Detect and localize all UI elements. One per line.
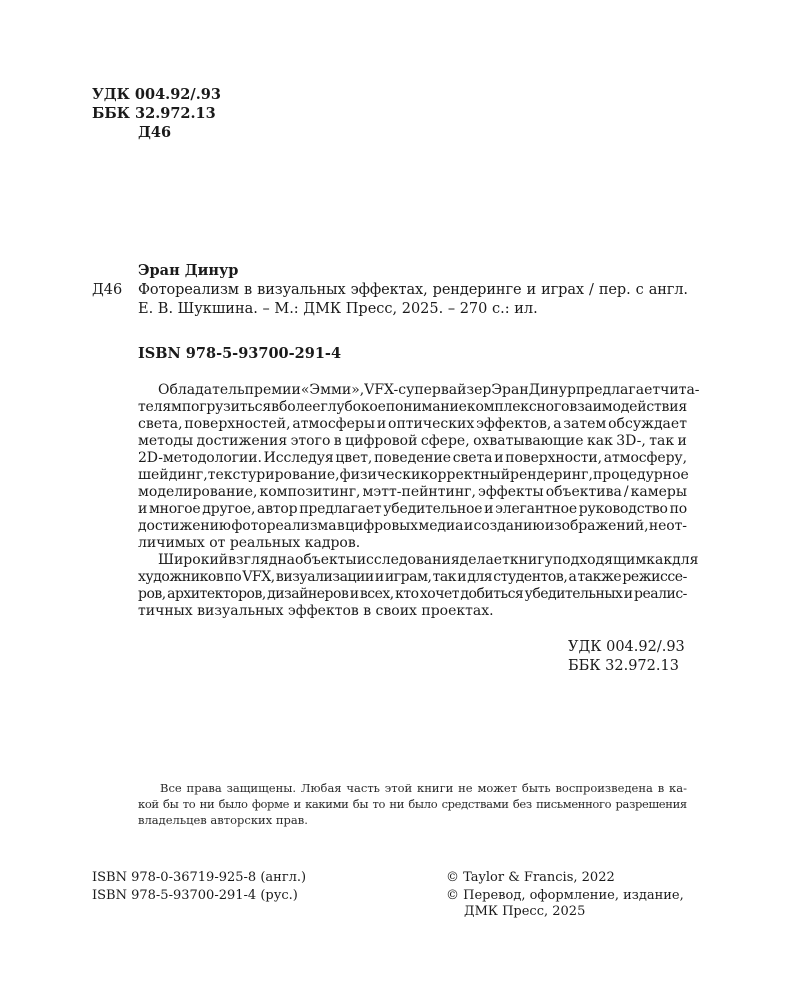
rights-line: кой бы то ни было форме и какими бы то ни было средствами без письменного разрешения — [138, 797, 687, 811]
abstract-line: 2D-методологии. Исследуя цвет, поведение света и поверхности, атмосферу, — [138, 450, 687, 466]
author-name: Эран Динур — [138, 262, 239, 279]
abstract-line: Обладатель премии «Эмми», VFX-супервайзер Эран Динур предлагает чита- — [158, 382, 700, 398]
abstract-line: методы достижения этого в цифровой сфере, охватывающие как 3D-, так и — [138, 433, 687, 449]
copyright-original: © Taylor & Francis, 2022 — [446, 870, 615, 885]
isbn-original: ISBN 978-0-36719-925-8 (англ.) — [92, 870, 307, 885]
isbn-russian: ISBN 978-5-93700-291-4 (рус.) — [92, 888, 298, 903]
rights-line: Все права защищены. Любая часть этой книги не может быть воспроизведена в ка- — [160, 781, 687, 795]
abstract-line: личимых от реальных кадров. — [138, 535, 361, 551]
copyright-translation-line1: © Перевод, оформление, издание, — [446, 888, 684, 903]
book-title-line1: Фотореализм в визуальных эффектах, рендеринге и играх / пер. с англ. — [138, 282, 688, 298]
abstract-line: света, поверхностей, атмосферы и оптических эффектов, а затем обсуждает — [138, 416, 687, 432]
book-isbn: ISBN 978-5-93700-291-4 — [138, 345, 342, 362]
book-title-line2: Е. В. Шукшина. – М.: ДМК Пресс, 2025. – 270 с.: ил. — [138, 301, 538, 317]
abstract-line: достижению фотореализма в цифровых медиа и созданию изображений, неот- — [138, 518, 687, 534]
abstract-line: телям погрузиться в более глубокое понимание комплексного взаимодействия — [138, 399, 687, 415]
abstract-line: тичных визуальных эффектов в своих проектах. — [138, 603, 494, 619]
header-code: Д46 — [138, 124, 172, 141]
header-udk: УДК 004.92/.93 — [92, 86, 221, 103]
abstract-line: и многое другое, автор предлагает убедительное и элегантное руководство по — [138, 501, 687, 517]
abstract-line: Широкий взгляд на объекты исследования делает книгу подходящим как для — [158, 552, 699, 568]
abstract-line: шейдинг, текстурирование, физически корректный рендеринг, процедурное — [138, 467, 689, 483]
copyright-translation-line2: ДМК Пресс, 2025 — [464, 904, 586, 919]
abstract-line: ров, архитекторов, дизайнеров и всех, кто хочет добиться убедительных и реалис- — [138, 586, 687, 602]
abstract-line: художников по VFX, визуализации и играм, так и для студентов, а также режиссе- — [138, 569, 687, 585]
classification-udk: УДК 004.92/.93 — [568, 639, 685, 655]
bibliography-code: Д46 — [92, 282, 123, 298]
classification-bbk: ББК 32.972.13 — [568, 658, 679, 674]
rights-line: владельцев авторских прав. — [138, 813, 308, 827]
header-bbk: ББК 32.972.13 — [92, 105, 216, 122]
abstract-line: моделирование, композитинг, мэтт-пейнтинг, эффекты объектива / камеры — [138, 484, 687, 500]
